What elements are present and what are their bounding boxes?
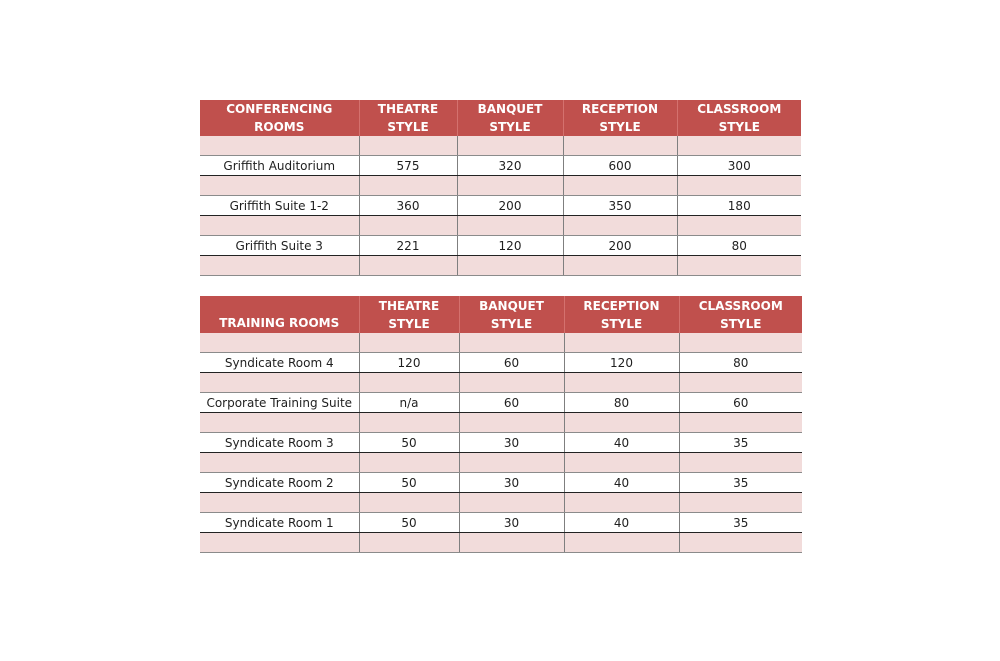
header-banquet-style: BANQUET STYLE — [459, 296, 564, 333]
spacer-row — [200, 256, 801, 276]
table-row — [200, 353, 802, 373]
reception-capacity: 350 — [563, 196, 677, 216]
spacer-row — [200, 216, 801, 236]
table-row — [200, 473, 802, 493]
classroom-capacity: 80 — [677, 236, 801, 256]
banquet-capacity: 30 — [459, 513, 564, 533]
banquet-capacity: 200 — [457, 196, 563, 216]
header-classroom-style: CLASSROOM STYLE — [677, 100, 801, 136]
reception-capacity: 40 — [564, 473, 679, 493]
reception-capacity: 120 — [564, 353, 679, 373]
theatre-capacity: 50 — [359, 473, 459, 493]
header-row — [200, 296, 802, 333]
conferencing-rooms-table — [200, 100, 801, 276]
table-row — [200, 156, 801, 176]
theatre-capacity: 50 — [359, 433, 459, 453]
header-classroom-style: CLASSROOM STYLE — [679, 296, 802, 333]
spacer-row — [200, 453, 802, 473]
banquet-capacity: 120 — [457, 236, 563, 256]
banquet-capacity: 30 — [459, 473, 564, 493]
header-rooms: TRAINING ROOMS — [200, 296, 359, 333]
theatre-capacity: 360 — [359, 196, 457, 216]
room-name: Syndicate Room 3 — [200, 433, 359, 453]
classroom-capacity: 60 — [679, 393, 802, 413]
spacer-row — [200, 176, 801, 196]
theatre-capacity: n/a — [359, 393, 459, 413]
reception-capacity: 40 — [564, 433, 679, 453]
classroom-capacity: 35 — [679, 433, 802, 453]
header-banquet-style: BANQUET STYLE — [457, 100, 563, 136]
classroom-capacity: 80 — [679, 353, 802, 373]
table-row — [200, 513, 802, 533]
table-row — [200, 393, 802, 413]
header-reception-style: RECEPTION STYLE — [564, 296, 679, 333]
spacer-row — [200, 136, 801, 156]
room-name: Syndicate Room 4 — [200, 353, 359, 373]
header-row — [200, 100, 801, 136]
room-name: Corporate Training Suite — [200, 393, 359, 413]
table-row — [200, 236, 801, 256]
reception-capacity: 80 — [564, 393, 679, 413]
table-row — [200, 196, 801, 216]
header-theatre-style: THEATRE STYLE — [359, 100, 457, 136]
banquet-capacity: 60 — [459, 393, 564, 413]
room-name: Griffith Suite 3 — [200, 236, 359, 256]
theatre-capacity: 221 — [359, 236, 457, 256]
room-name: Griffith Suite 1-2 — [200, 196, 359, 216]
room-name: Griffith Auditorium — [200, 156, 359, 176]
banquet-capacity: 60 — [459, 353, 564, 373]
banquet-capacity: 320 — [457, 156, 563, 176]
table-row — [200, 433, 802, 453]
header-reception-style: RECEPTION STYLE — [563, 100, 677, 136]
classroom-capacity: 35 — [679, 513, 802, 533]
spacer-row — [200, 493, 802, 513]
room-name: Syndicate Room 1 — [200, 513, 359, 533]
spacer-row — [200, 533, 802, 553]
classroom-capacity: 300 — [677, 156, 801, 176]
spacer-row — [200, 413, 802, 433]
theatre-capacity: 120 — [359, 353, 459, 373]
reception-capacity: 200 — [563, 236, 677, 256]
reception-capacity: 40 — [564, 513, 679, 533]
reception-capacity: 600 — [563, 156, 677, 176]
header-theatre-style: THEATRE STYLE — [359, 296, 459, 333]
banquet-capacity: 30 — [459, 433, 564, 453]
classroom-capacity: 180 — [677, 196, 801, 216]
spacer-row — [200, 333, 802, 353]
training-rooms-table — [200, 296, 802, 553]
room-name: Syndicate Room 2 — [200, 473, 359, 493]
theatre-capacity: 575 — [359, 156, 457, 176]
header-rooms: CONFERENCING ROOMS — [200, 100, 359, 136]
spacer-row — [200, 373, 802, 393]
theatre-capacity: 50 — [359, 513, 459, 533]
classroom-capacity: 35 — [679, 473, 802, 493]
